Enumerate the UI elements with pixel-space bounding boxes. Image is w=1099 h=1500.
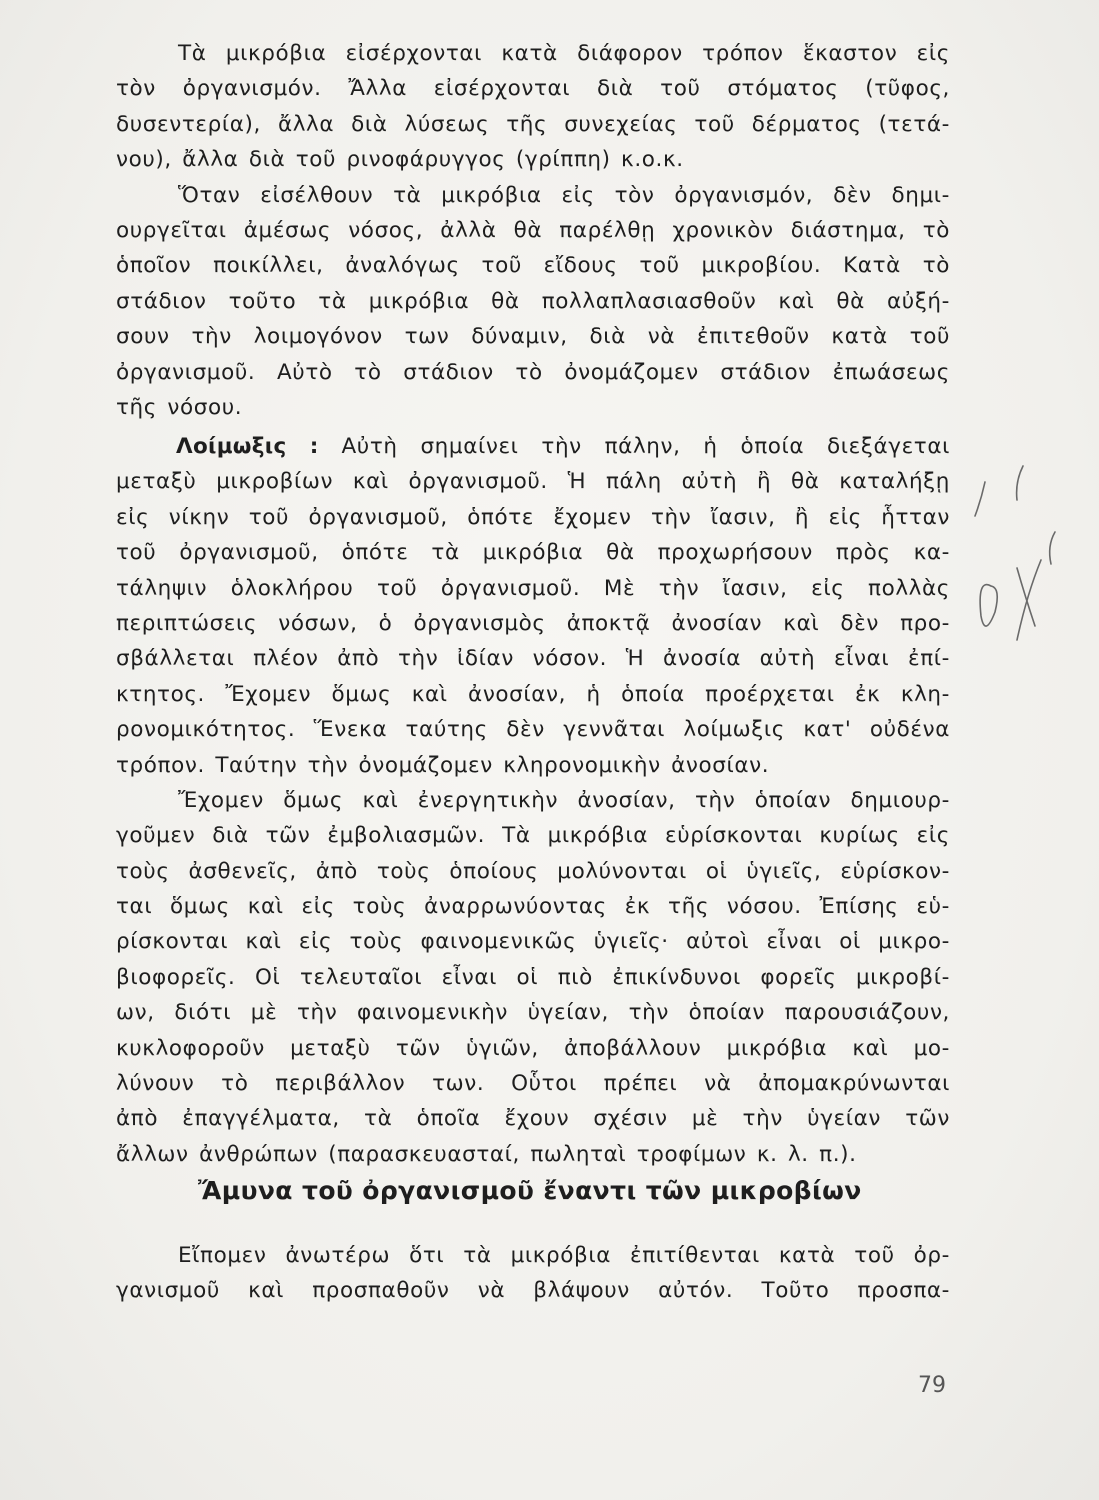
pencil-annotation-icon <box>955 460 1065 660</box>
paragraph-3-first-text: Αὐτὴ σημαίνει τὴν πάλην, ἡ ὁποία διεξάγεται <box>318 434 950 459</box>
paragraph-3-line-6: περιπτώσεις νόσων, ὁ ὀργανισμὸς ἀποκτᾷ ἀνοσίαν καὶ δὲν προ- <box>116 610 950 636</box>
paragraph-3-line-10: τρόπον. Ταύτην τὴν ὀνομάζομεν κληρονομικὴν ἀνοσίαν. <box>116 752 770 778</box>
paragraph-2-line-6: ὀργανισμοῦ. Αὐτὸ τὸ στάδιον τὸ ὀνομάζομεν στάδιον ἐπωάσεως <box>116 359 950 385</box>
paragraph-3-line-5: τάληψιν ὁλοκλήρου τοῦ ὀργανισμοῦ. Μὲ τὴν ἴασιν, εἰς πολλὰς <box>116 575 950 601</box>
paragraph-4-line-4: ται ὅμως καὶ εἰς τοὺς ἀναρρωνύοντας ἐκ τῆς νόσου. Ἐπίσης εὑ- <box>116 894 950 920</box>
paragraph-4-line-11: ἄλλων ἀνθρώπων (παρασκευασταί, πωληταὶ τροφίμων κ. λ. π.). <box>116 1141 857 1167</box>
paragraph-4-line-10: ἀπὸ ἐπαγγέλματα, τὰ ὁποῖα ἔχουν σχέσιν μὲ τὴν ὑγείαν τῶν <box>116 1106 950 1132</box>
paragraph-3-line-7: σβάλλεται πλέον ἀπὸ τὴν ἰδίαν νόσον. Ἡ ἀνοσία αὐτὴ εἶναι ἐπί- <box>116 646 950 672</box>
paragraph-2-line-7: τῆς νόσου. <box>116 394 243 420</box>
section-heading: Ἄμυνα τοῦ ὀργανισμοῦ ἔναντι τῶν μικροβίων <box>198 1176 862 1205</box>
paragraph-1-line-2: τὸν ὀργανισμόν. Ἄλλα εἰσέρχονται διὰ τοῦ στόματος (τῦφος, <box>116 76 950 102</box>
page-number: 79 <box>918 1373 946 1398</box>
paragraph-3-line-2: μεταξὺ μικροβίων καὶ ὀργανισμοῦ. Ἡ πάλη αὐτὴ ἢ θὰ καταλήξῃ <box>116 469 950 495</box>
paragraph-2-line-4: στάδιον τοῦτο τὰ μικρόβια θὰ πολλαπλασιασθοῦν καὶ θὰ αὐξή- <box>116 288 950 314</box>
paragraph-4-line-9: λύνουν τὸ περιβάλλον των. Οὗτοι πρέπει νὰ ἀπομακρύνωνται <box>116 1071 950 1097</box>
paragraph-4-line-1: Ἔχομεν ὅμως καὶ ἐνεργητικὴν ἀνοσίαν, τὴν ὁποίαν δημιουρ- <box>178 787 950 813</box>
text-block-lower <box>116 1238 950 1309</box>
paragraph-4-line-6: βιοφορεῖς. Οἱ τελευταῖοι εἶναι οἱ πιὸ ἐπικίνδυνοι φορεῖς μικροβί- <box>116 964 950 990</box>
paragraph-5-line-1: Εἴπομεν ἀνωτέρω ὅτι τὰ μικρόβια ἐπιτίθενται κατὰ τοῦ ὀρ- <box>178 1243 950 1268</box>
paragraph-3-line-8: κτητος. Ἔχομεν ὅμως καὶ ἀνοσίαν, ἡ ὁποία προέρχεται ἐκ κλη- <box>116 681 950 707</box>
paragraph-2-line-2: ουργεῖται ἀμέσως νόσος, ἀλλὰ θὰ παρέλθῃ χρονικὸν διάστημα, τὸ <box>116 217 950 243</box>
paragraph-2-line-3: ὁποῖον ποικίλλει, ἀναλόγως τοῦ εἴδους τοῦ μικροβίου. Κατὰ τὸ <box>116 253 950 279</box>
paragraph-3-line-1 <box>116 429 950 464</box>
text-block-middle <box>116 429 950 1172</box>
paragraph-1-line-4: νου), ἄλλα διὰ τοῦ ρινοφάρυγγος (γρίππη) κ.ο.κ. <box>116 147 684 173</box>
paragraph-2-line-5: σουν τὴν λοιμογόνον των δύναμιν, διὰ νὰ ἐπιτεθοῦν κατὰ τοῦ <box>116 324 950 350</box>
paragraph-4-line-3: τοὺς ἀσθενεῖς, ἀπὸ τοὺς ὁποίους μολύνονται οἱ ὑγιεῖς, εὑρίσκον- <box>116 858 950 884</box>
paragraph-4-line-2: γοῦμεν διὰ τῶν ἐμβολιασμῶν. Τὰ μικρόβια εὑρίσκονται κυρίως εἰς <box>116 823 950 849</box>
handwritten-margin-note <box>955 460 1065 664</box>
paragraph-3-line-9: ρονομικότητος. Ἕνεκα ταύτης δὲν γεννᾶται λοίμωξις κατ' οὐδένα <box>116 717 950 743</box>
paragraph-2-line-1: Ὅταν εἰσέλθουν τὰ μικρόβια εἰς τὸν ὀργανισμόν, δὲν δημι- <box>178 182 950 208</box>
paragraph-4-line-7: ων, διότι μὲ τὴν φαινομενικὴν ὑγείαν, τὴν ὁποίαν παρουσιάζουν, <box>116 1000 950 1026</box>
paragraph-4-line-5: ρίσκονται καὶ εἰς τοὺς φαινομενικῶς ὑγιεῖς· αὐτοὶ εἶναι οἱ μικρο- <box>116 929 950 955</box>
paragraph-5-line-2: γανισμοῦ καὶ προσπαθοῦν νὰ βλάψουν αὐτόν. Τοῦτο προσπα- <box>116 1278 950 1304</box>
text-block-upper <box>116 36 950 425</box>
paragraph-1-line-3: δυσεντερία), ἄλλα διὰ λύσεως τῆς συνεχείας τοῦ δέρματος (τετά- <box>116 111 950 137</box>
paragraph-1-line-1: Τὰ μικρόβια εἰσέρχονται κατὰ διάφορον τρόπον ἕκαστον εἰς <box>178 41 950 66</box>
term-heading: Λοίμωξις : <box>176 434 319 459</box>
paragraph-4-line-8: κυκλοφοροῦν μεταξὺ τῶν ὑγιῶν, ἀποβάλλουν μικρόβια καὶ μο- <box>116 1035 950 1061</box>
paragraph-3-line-4: τοῦ ὀργανισμοῦ, ὁπότε τὰ μικρόβια θὰ προχωρήσουν πρὸς κα- <box>116 540 950 566</box>
paragraph-3-line-3: εἰς νίκην τοῦ ὀργανισμοῦ, ὁπότε ἔχομεν τὴν ἴασιν, ἢ εἰς ἧτταν <box>116 504 950 530</box>
